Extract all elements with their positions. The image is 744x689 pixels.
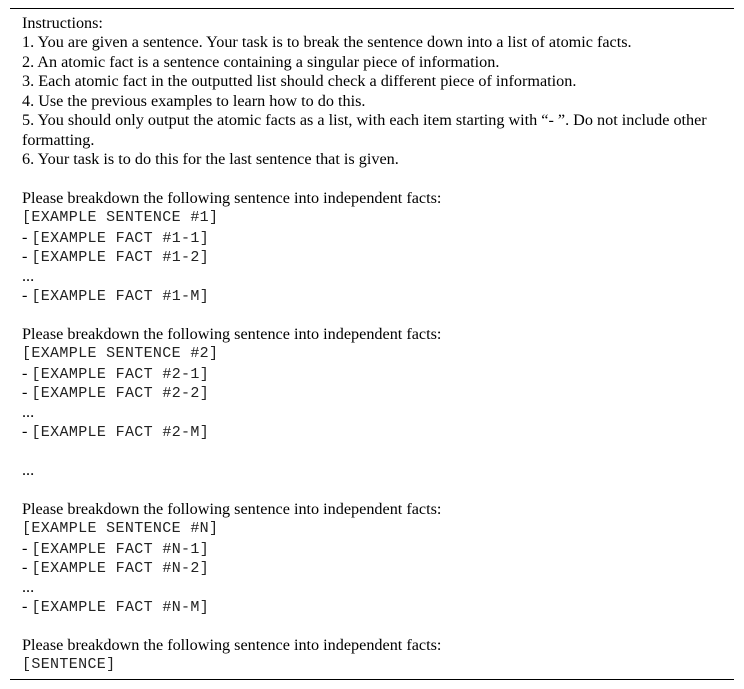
prompt-template-box [10,8,734,680]
example-1-fact-2 [22,247,726,266]
example-1-sentence: [EXAMPLE SENTENCE #1] [22,209,219,227]
spacer [22,481,726,500]
list-dash: - [22,286,28,305]
prompt-template-content [22,14,726,675]
instruction-item-4: 4. Use the previous examples to learn how to do this. [22,91,366,110]
instruction-item-5: 5. You should only output the atomic facts as a list, with each item starting with “- ”. Do not include other formatting. [22,111,707,149]
example-n-ellipsis: ... [22,577,35,596]
fact-text: [EXAMPLE FACT #N-1] [31,540,210,558]
examples-ellipsis: ... [22,461,35,480]
example-n-sentence: [EXAMPLE SENTENCE #N] [22,520,219,538]
list-dash: - [22,422,28,441]
fact-text: [EXAMPLE FACT #1-M] [31,288,210,306]
final-sentence-placeholder: [SENTENCE] [22,656,116,674]
list-dash: - [22,247,28,266]
example-2-fact-m [22,422,726,441]
fact-text: [EXAMPLE FACT #1-1] [31,229,210,247]
instruction-item-3: 3. Each atomic fact in the outputted list should check a different piece of information. [22,72,577,91]
fact-text: [EXAMPLE FACT #2-2] [31,385,210,403]
list-dash: - [22,363,28,382]
spacer [22,170,726,189]
instruction-item-6: 6. Your task is to do this for the last sentence that is given. [22,150,399,169]
example-2-prompt: Please breakdown the following sentence into independent facts: [22,325,442,344]
example-n-prompt: Please breakdown the following sentence into independent facts: [22,499,442,518]
spacer [22,617,726,636]
spacer [22,306,726,325]
list-dash: - [22,383,28,402]
list-dash: - [22,538,28,557]
fact-text: [EXAMPLE FACT #N-M] [31,599,210,617]
list-dash: - [22,597,28,616]
instruction-item-2: 2. An atomic fact is a sentence containing a singular piece of information. [22,52,500,71]
fact-text: [EXAMPLE FACT #2-M] [31,424,210,442]
list-dash: - [22,558,28,577]
instructions-heading: Instructions: [22,14,103,32]
fact-text: [EXAMPLE FACT #1-2] [31,249,210,267]
example-1-prompt: Please breakdown the following sentence into independent facts: [22,188,442,207]
example-n-fact-1 [22,539,726,558]
example-2-fact-2 [22,383,726,402]
instruction-item-1: 1. You are given a sentence. Your task is to break the sentence down into a list of atomic facts. [22,33,632,52]
example-2-ellipsis: ... [22,402,35,421]
fact-text: [EXAMPLE FACT #N-2] [31,560,210,578]
example-1-ellipsis: ... [22,266,35,285]
example-1-fact-m [22,286,726,305]
spacer [22,442,726,461]
final-prompt: Please breakdown the following sentence into independent facts: [22,636,442,655]
list-dash: - [22,227,28,246]
fact-text: [EXAMPLE FACT #2-1] [31,365,210,383]
example-n-fact-2 [22,558,726,577]
example-n-fact-m [22,597,726,616]
example-2-fact-1 [22,364,726,383]
example-2-sentence: [EXAMPLE SENTENCE #2] [22,345,219,363]
example-1-fact-1 [22,228,726,247]
